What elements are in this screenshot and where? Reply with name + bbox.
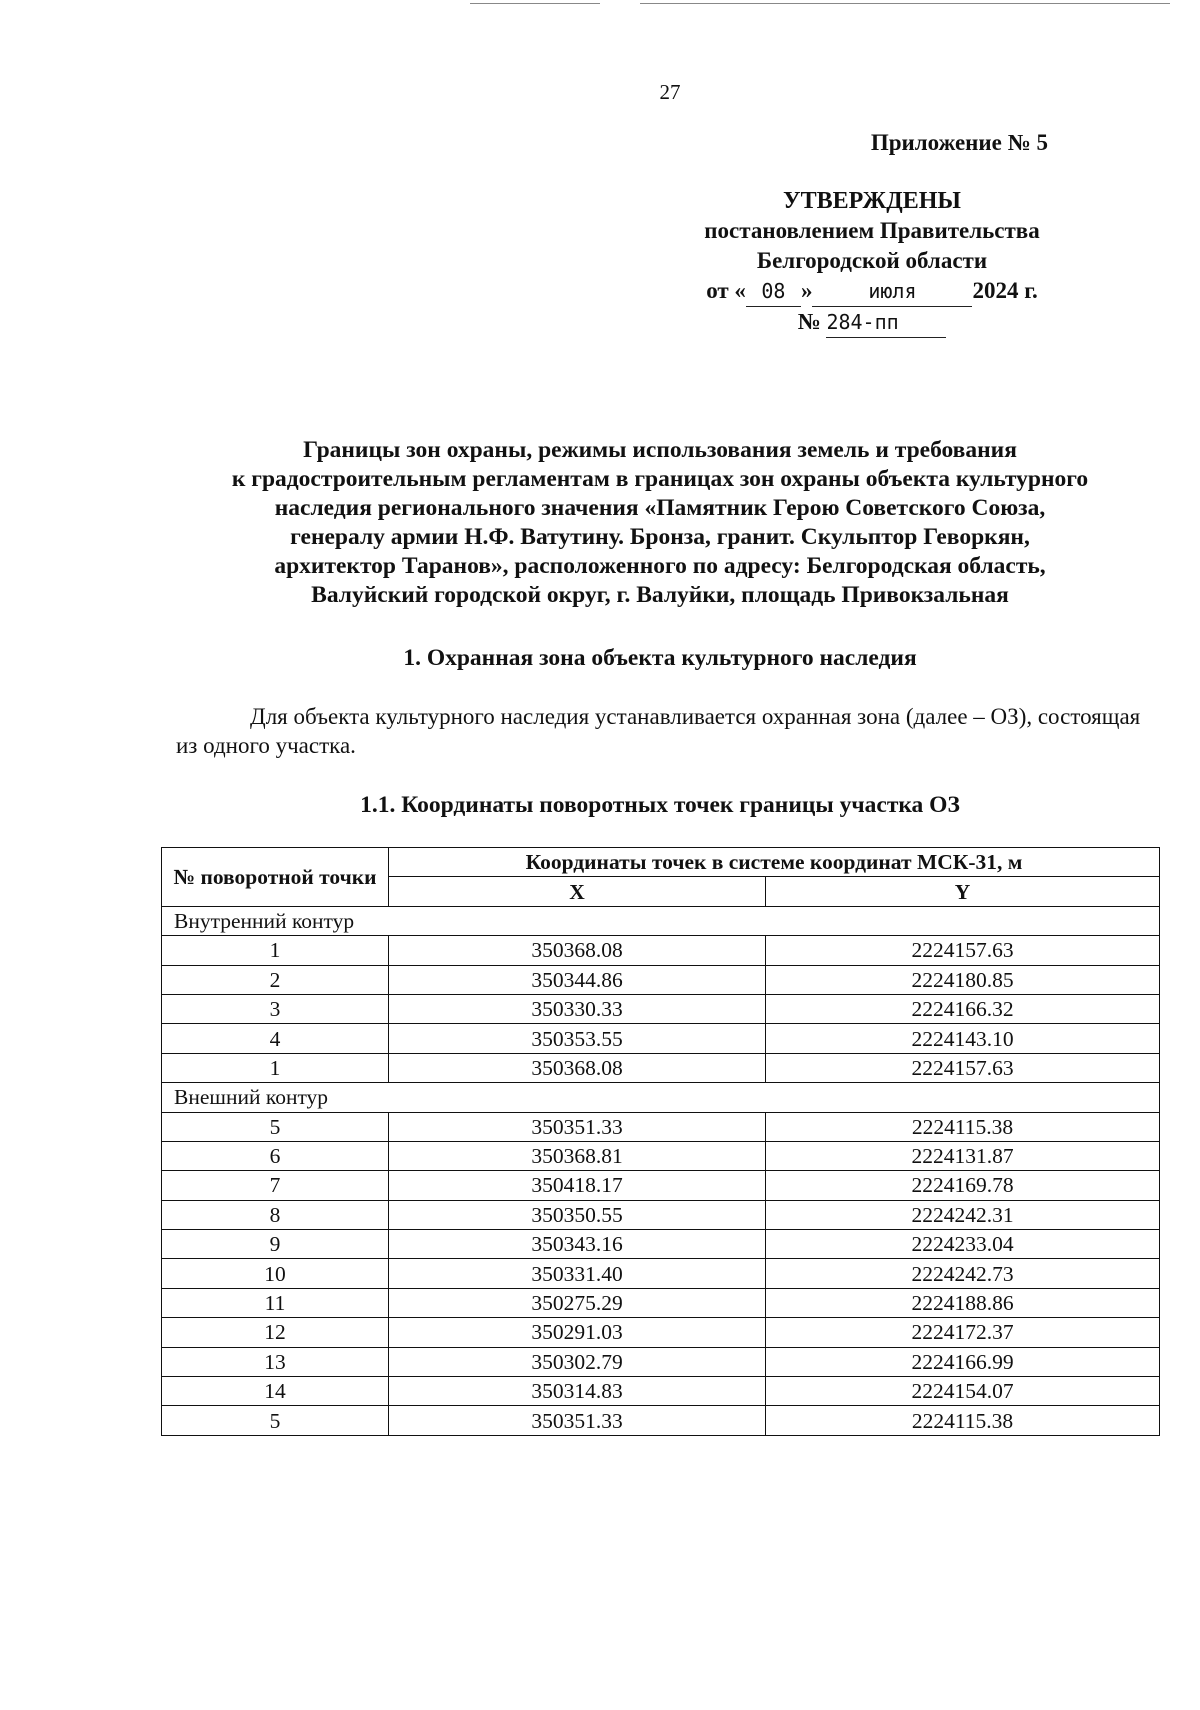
table-row [162, 1347, 1160, 1376]
x-coordinate-cell: 350291.03 [389, 1318, 766, 1347]
point-number-cell: 6 [162, 1141, 389, 1170]
group-label: Внутренний контур [162, 906, 1160, 935]
point-number-cell: 13 [162, 1347, 389, 1376]
document-title [160, 436, 1160, 610]
table-row [162, 1200, 1160, 1229]
title-line: Валуйский городской округ, г. Валуйки, площадь Привокзальная [311, 582, 1009, 608]
point-number-cell: 11 [162, 1288, 389, 1317]
y-coordinate-cell: 2224180.85 [766, 965, 1160, 994]
table-row [162, 1259, 1160, 1288]
title-line: наследия регионального значения «Памятник Герою Советского Союза, [274, 495, 1046, 521]
approval-block [612, 130, 1132, 338]
number-value: 284-пп [826, 307, 946, 338]
x-coordinate-cell: 350368.08 [389, 1053, 766, 1082]
approval-number [612, 307, 1132, 338]
header-x: X [389, 877, 766, 906]
x-coordinate-cell: 350351.33 [389, 1112, 766, 1141]
coordinates-table [161, 847, 1160, 1436]
date-prefix: от « [706, 278, 746, 303]
y-coordinate-cell: 2224172.37 [766, 1318, 1160, 1347]
y-coordinate-cell: 2224233.04 [766, 1230, 1160, 1259]
point-number-cell: 9 [162, 1230, 389, 1259]
header-y: Y [766, 877, 1160, 906]
point-number-cell: 1 [162, 1053, 389, 1082]
table-group-row [162, 1083, 1160, 1112]
point-number-cell: 1 [162, 936, 389, 965]
annex-label: Приложение № 5 [870, 130, 1048, 155]
title-line: Границы зон охраны, режимы использования земель и требования [303, 437, 1017, 463]
paragraph-text: Для объекта культурного наследия устанавливается охранная зона (далее – ОЗ), состоящая из одного участка. [176, 704, 1141, 758]
table-row [162, 1112, 1160, 1141]
table-row [162, 965, 1160, 994]
table-row [162, 1406, 1160, 1435]
table-body [162, 906, 1160, 1435]
date-year: 2024 г. [972, 278, 1038, 303]
point-number-cell: 4 [162, 1024, 389, 1053]
y-coordinate-cell: 2224115.38 [766, 1406, 1160, 1435]
y-coordinate-cell: 2224242.31 [766, 1200, 1160, 1229]
y-coordinate-cell: 2224157.63 [766, 936, 1160, 965]
scan-artifact-line [640, 3, 1170, 4]
approval-line-2: Белгородской области [756, 248, 988, 273]
point-number-cell: 14 [162, 1377, 389, 1406]
header-point-number: № поворотной точки [162, 848, 389, 907]
y-coordinate-cell: 2224131.87 [766, 1141, 1160, 1170]
y-coordinate-cell: 2224242.73 [766, 1259, 1160, 1288]
y-coordinate-cell: 2224169.78 [766, 1171, 1160, 1200]
x-coordinate-cell: 350368.81 [389, 1141, 766, 1170]
section-heading: 1. Охранная зона объекта культурного наследия [403, 645, 917, 671]
scan-artifact-line [470, 3, 600, 4]
x-coordinate-cell: 350344.86 [389, 965, 766, 994]
table-row [162, 1141, 1160, 1170]
table-row [162, 1024, 1160, 1053]
title-line: архитектор Таранов», расположенного по адресу: Белгородская область, [274, 553, 1046, 579]
group-label: Внешний контур [162, 1083, 1160, 1112]
x-coordinate-cell: 350418.17 [389, 1171, 766, 1200]
y-coordinate-cell: 2224154.07 [766, 1377, 1160, 1406]
point-number-cell: 8 [162, 1200, 389, 1229]
x-coordinate-cell: 350368.08 [389, 936, 766, 965]
point-number-cell: 10 [162, 1259, 389, 1288]
point-number-cell: 12 [162, 1318, 389, 1347]
y-coordinate-cell: 2224188.86 [766, 1288, 1160, 1317]
table-title: 1.1. Координаты поворотных точек границы участка ОЗ [360, 792, 960, 818]
date-month: июля [812, 276, 972, 307]
table-row [162, 1171, 1160, 1200]
table-row [162, 1377, 1160, 1406]
header-coordinates: Координаты точек в системе координат МСК-31, м [389, 848, 1160, 877]
title-line: генералу армии Н.Ф. Ватутину. Бронза, гранит. Скульптор Геворкян, [290, 524, 1030, 550]
approved-label: УТВЕРЖДЕНЫ [783, 188, 961, 214]
point-number-cell: 2 [162, 965, 389, 994]
table-row [162, 1053, 1160, 1082]
page-number: 27 [659, 80, 681, 104]
x-coordinate-cell: 350351.33 [389, 1406, 766, 1435]
x-coordinate-cell: 350314.83 [389, 1377, 766, 1406]
y-coordinate-cell: 2224166.32 [766, 994, 1160, 1023]
approval-date [612, 276, 1132, 307]
table-group-row [162, 906, 1160, 935]
title-line: к градостроительным регламентам в границах зон охраны объекта культурного [231, 466, 1089, 492]
table-row [162, 994, 1160, 1023]
date-day: 08 [746, 276, 801, 307]
x-coordinate-cell: 350302.79 [389, 1347, 766, 1376]
x-coordinate-cell: 350275.29 [389, 1288, 766, 1317]
x-coordinate-cell: 350331.40 [389, 1259, 766, 1288]
table-row [162, 1230, 1160, 1259]
body-paragraph [176, 702, 1156, 760]
table-row [162, 936, 1160, 965]
x-coordinate-cell: 350343.16 [389, 1230, 766, 1259]
x-coordinate-cell: 350353.55 [389, 1024, 766, 1053]
point-number-cell: 5 [162, 1112, 389, 1141]
approval-line-1: постановлением Правительства [704, 218, 1040, 243]
table-row [162, 1288, 1160, 1317]
table-row [162, 1318, 1160, 1347]
point-number-cell: 7 [162, 1171, 389, 1200]
y-coordinate-cell: 2224166.99 [766, 1347, 1160, 1376]
x-coordinate-cell: 350330.33 [389, 994, 766, 1023]
y-coordinate-cell: 2224115.38 [766, 1112, 1160, 1141]
point-number-cell: 5 [162, 1406, 389, 1435]
x-coordinate-cell: 350350.55 [389, 1200, 766, 1229]
date-mid: » [800, 278, 813, 303]
y-coordinate-cell: 2224157.63 [766, 1053, 1160, 1082]
y-coordinate-cell: 2224143.10 [766, 1024, 1160, 1053]
number-prefix: № [797, 309, 821, 334]
point-number-cell: 3 [162, 994, 389, 1023]
